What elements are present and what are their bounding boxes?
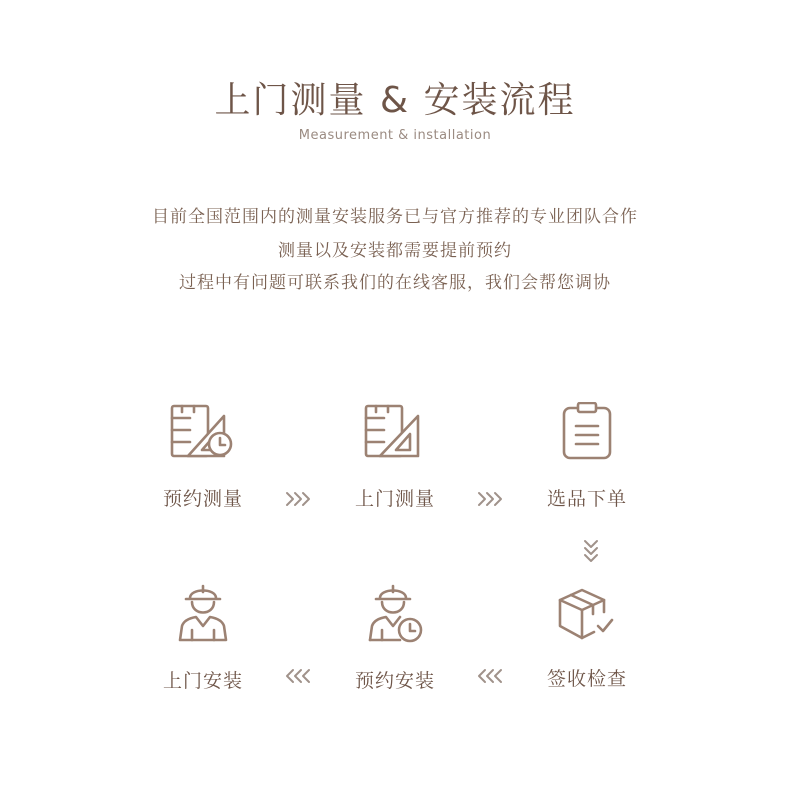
step-book-measurement: [138, 402, 268, 511]
worker-clock-icon: [360, 582, 430, 644]
description-line-3: 过程中有问题可联系我们的在线客服，我们会帮您调协: [179, 273, 611, 293]
worker-icon: [168, 582, 238, 644]
step-label: 签收检查: [546, 668, 627, 690]
step-label: 预约测量: [162, 488, 243, 510]
step-onsite-measurement: [330, 402, 460, 511]
arrow-right-icon: [476, 489, 506, 509]
step-onsite-installation: [138, 582, 268, 693]
arrow-left-icon: [474, 666, 504, 686]
page-title: 上门测量 & 安装流程: [214, 80, 576, 121]
measure-ruler-icon: [360, 402, 430, 462]
step-receive-inspect: [522, 582, 652, 691]
step-book-installation: [330, 582, 460, 693]
page-subtitle: Measurement & installation: [298, 128, 492, 143]
step-label: 上门安装: [162, 670, 243, 692]
description-line-2: 测量以及安装都需要提前预约: [278, 241, 512, 261]
measure-clock-icon: [168, 402, 238, 462]
clipboard-icon: [552, 402, 622, 462]
step-label: 选品下单: [546, 488, 627, 510]
step-label: 上门测量: [354, 488, 435, 510]
arrow-left-icon: [282, 666, 312, 686]
step-label: 预约安装: [354, 670, 435, 692]
step-select-order: [522, 402, 652, 511]
arrow-right-icon: [284, 489, 314, 509]
arrow-down-icon: [577, 538, 605, 566]
package-check-icon: [552, 582, 622, 642]
description-line-1: 目前全国范围内的测量安装服务已与官方推荐的专业团队合作: [152, 207, 638, 227]
